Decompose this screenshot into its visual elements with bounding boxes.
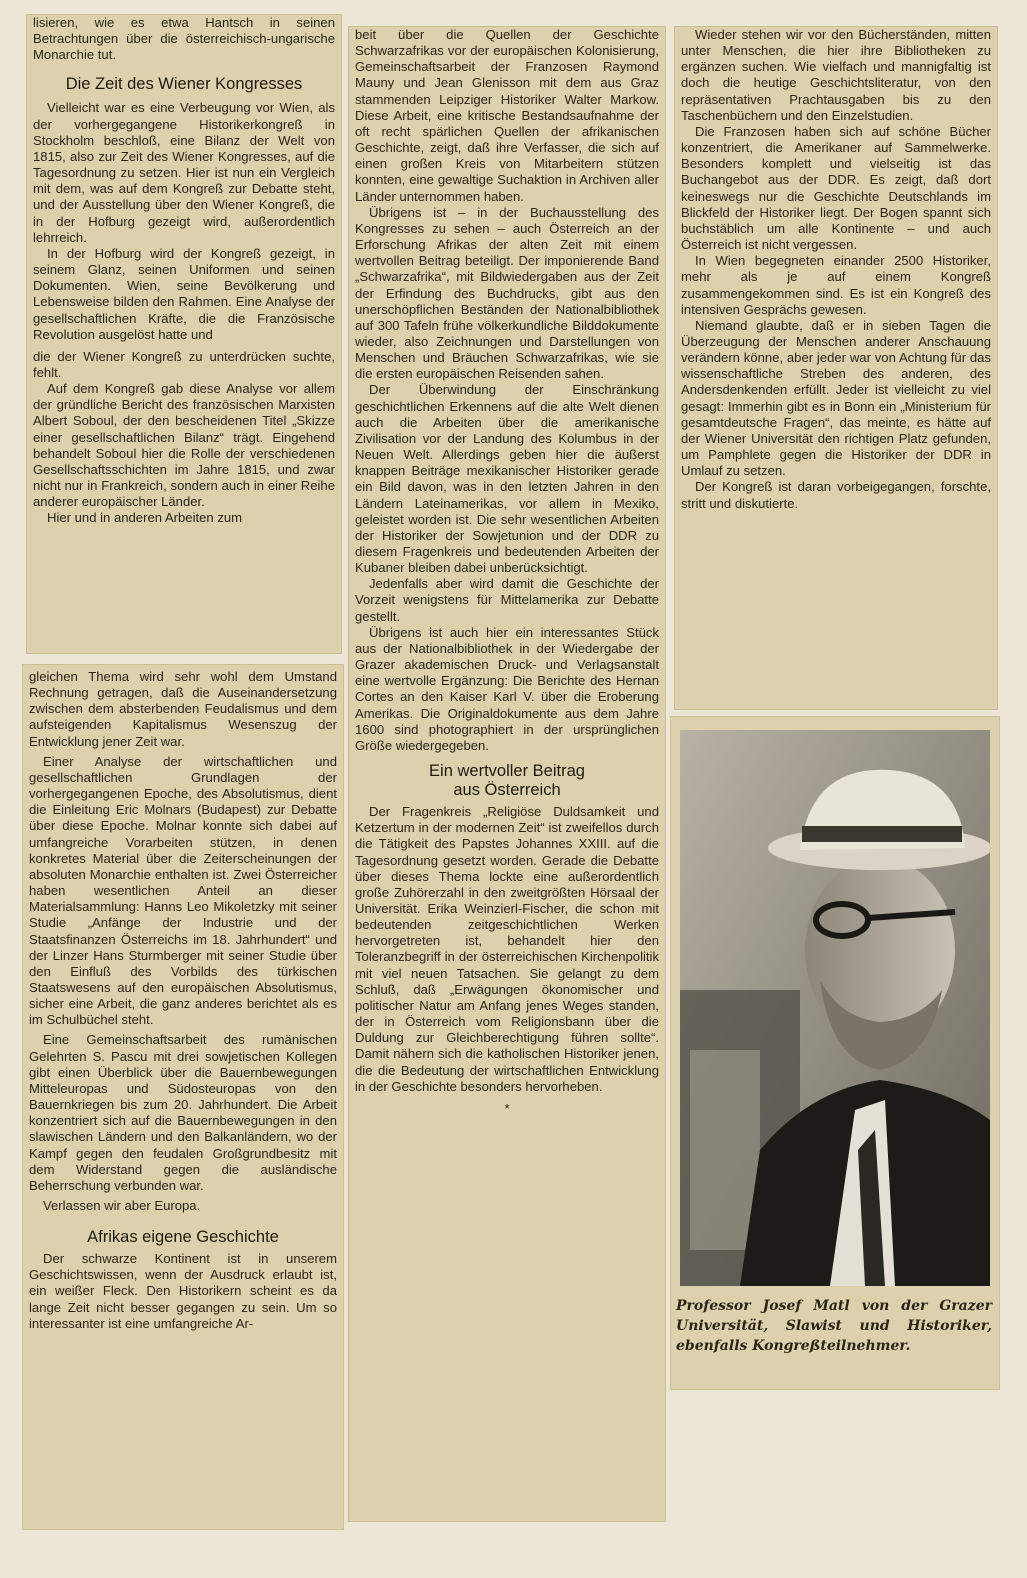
- portrait-illustration: [680, 730, 990, 1286]
- article-paragraph: Die Franzosen haben sich auf schöne Bücher konzentriert, die Amerikaner auf Sammelwerke. Besonders komplett und vielseitig ist das Buchangebot aus der DDR. Es zeigt, daß dort keineswegs nur die Geschichte Deutschlands im Blickfeld der Historiker liegt. Der Bogen spannt sich buchstäblich um alle Kontinente – und auch Österreich ist nicht vergessen.: [681, 123, 991, 253]
- article-paragraph: Der Fragenkreis „Religiöse Duldsamkeit und Ketzertum in der modernen Zeit“ ist zweifellos durch die Tätigkeit des Papstes Johannes XXIII. auf die Tagesordnung gesetzt worden. Gerade die Debatte über dieses Thema lockte eine außerordentlich große Zuhörerzahl in den zweitgrößten Hörsaal der Universität. Erika Weinzierl-Fischer, die schon mit bedeutenden zeitgeschichtlichen Werken hervorgetreten ist, behandelt hier den Toleranzbegriff in der österreichischen Kirchenpolitik mit viel neuen Tatsachen. Sie gelangt zu dem Schluß, daß „Erwägungen ökonomischer und politischer Natur am Anfang jenes Weges standen, der in Österreich vom Religionsbann über die Duldung zur Gleichberechtigung führen sollte“. Damit nähern sich die katholischen Historiker jenen, die die Bedeutung der wirtschaftlichen Entwicklung in der Geschichte besonders hervorheben.: [355, 804, 659, 1094]
- article-paragraph: lisieren, wie es etwa Hantsch in seinen Betrachtungen über die österreichisch-ungarische Monarchie tut.: [33, 15, 335, 63]
- article-paragraph: In Wien begegneten einander 2500 Historiker, mehr als je auf einem Kongreß zusammengekommen sind. Es ist ein Kongreß des intensiven Gesprächs gewesen.: [681, 253, 991, 317]
- article-paragraph: Der Überwindung der Einschränkung geschichtlichen Erkennens auf die alte Welt dienen auch die Arbeiten über die amerikanische Zivilisation vor der Landung des Kolumbus in der Neuen Welt. Allerdings geben hier die äußerst knappen Beiträge mexikanischer Historiker gerade ein Bild davon, was in den letzten Jahren in den Ländern Lateinamerikas, vor allem in Mexiko, geleistet worden ist. Die sehr wesentlichen Arbeiten der Historiker der Sowjetunion und der DDR zu diesem Fragenkreis und bedeutenden Arbeiten der Kubaner bleiben dabei unberücksichtigt.: [355, 382, 659, 576]
- article-paragraph: Auf dem Kongreß gab diese Analyse vor allem der gründliche Bericht des französischen Marxisten Albert Soboul, der den bescheidenen Titel „Skizze einer gesellschaftlichen Bilanz“ trägt. Eingehend behandelt Soboul hier die Rolle der verschiedenen Gesellschaftsschichten im Jahre 1815, und zwar nicht nur in Frankreich, sondern auch in einer Reihe anderer europäischer Länder.: [33, 381, 335, 510]
- column1-top-clipping: [26, 14, 342, 654]
- heading-line: aus Österreich: [453, 781, 561, 800]
- column1-bottom-clipping: [22, 664, 344, 1530]
- column2-clipping: [348, 26, 666, 1522]
- article-paragraph: Hier und in anderen Arbeiten zum: [47, 510, 243, 526]
- section-heading-oesterreich: [355, 762, 659, 800]
- article-paragraph: Der Kongreß ist daran vorbeigegangen, forschte, stritt und diskutierte.: [681, 479, 991, 511]
- article-paragraph: Der schwarze Kontinent ist in unserem Geschichtswissen, wenn der Ausdruck erlaubt ist, ein weißer Fleck. Den Historikern scheint es da lange Zeit nicht besser gegangen zu sein. Um so interessanter ist eine umfangreiche Ar-: [29, 1251, 337, 1331]
- article-paragraph: Verlassen wir aber Europa.: [43, 1198, 201, 1213]
- photo-caption: Professor Josef Matl von der Grazer Universität, Slawist und Historiker, ebenfalls Kongreßteilnehmer.: [676, 1298, 992, 1354]
- article-paragraph: In der Hofburg wird der Kongreß gezeigt, in seinem Glanz, seinen Uniformen und seinen Dokumenten. Wien, seine Bevölkerung und Lebensweise bilden den Rahmen. Eine Analyse der gesellschaftlichen Kräfte, die die Französische Revolution ausgelöst hatte und: [33, 245, 335, 342]
- heading-line: Ein wertvoller Beitrag: [429, 762, 585, 781]
- article-paragraph: Jedenfalls aber wird damit die Geschichte der Vorzeit wenigstens für Mittelamerika zur Debatte gestellt.: [355, 576, 659, 624]
- article-paragraph: Übrigens ist – in der Buchausstellung des Kongresses zu sehen – auch Österreich an der Erforschung Afrikas der alten Zeit mit einem wertvollen Beitrag beteiligt. Der imponierende Band „Schwarzafrika“, mit Bildwiedergaben aus der Zeit der Erfindung des Buchdrucks, gibt aus den unerschöpflichen Beständen der Nationalbibliothek auf 300 Tafeln frühe völkerkundliche Bilddokumente wieder, also Zeichnungen und Darstellungen von Menschen und Bräuchen Schwarzafrikas, wie sie die ersten europäischen Reisenden sahen.: [355, 204, 659, 382]
- portrait-photo: [680, 730, 990, 1286]
- article-paragraph: Vielleicht war es eine Verbeugung vor Wien, als der vorhergegangene Historikerkongreß in Stockholm beschloß, eine Bilanz der Welt von 1815, also zur Zeit des Wiener Kongresses, auf die Tagesordnung zu setzen. Hier ist nun ein Vergleich mit dem, was auf dem Kongreß zur Debatte steht, und der Ausstellung über den Wiener Kongreß, die in der Hofburg gezeigt wird, außerordentlich lehrreich.: [33, 100, 335, 245]
- section-heading-afrika: Afrikas eigene Geschichte: [87, 1228, 279, 1247]
- article-paragraph: Niemand glaubte, daß er in sieben Tagen die Überzeugung der Menschen anderer Anschauung verändern könne, aber jeder war von Achtung für das wissenschaftliche Streben des anderen, des Andersdenkenden erfüllt. Jeder ist vielleicht zu viel gesagt: Immerhin gibt es in Bonn ein „Ministerium für gesamtdeutsche Fragen“, das meinte, es hätte auf der Wiener Universität den richtigen Platz gefunden, um Pamphlete gegen die Historiker der DDR in Umlauf zu setzen.: [681, 317, 991, 479]
- end-asterisk: *: [504, 1100, 510, 1116]
- article-paragraph: Eine Gemeinschaftsarbeit des rumänischen Gelehrten S. Pascu mit drei sowjetischen Kollegen gibt einen Überblick über die Bauernbewegungen Mitteleuropas und Südosteuropas von den Bauernkriegen bis zum 20. Jahrhundert. Die Arbeit konzentriert sich auf die Bauernbewegungen in den slawischen Ländern und den Balkanländern, wo der Kampf gegen den feudalen Großgrundbesitz mit dem Widerstand gegen die ausländische Beherrschung verbunden war.: [29, 1032, 337, 1193]
- column3-clipping: [674, 26, 998, 710]
- article-paragraph: Übrigens ist auch hier ein interessantes Stück aus der Nationalbibliothek in der Wiedergabe der Grazer akademischen Druck- und Verlagsanstalt eine wertvolle Ergänzung: Die Berichte des Hernan Cortes an den Kaiser Karl V. über die Eroberung Amerikas. Die Originaldokumente aus dem Jahre 1600 sind photographiert in der ursprünglichen Größe wiedergegeben.: [355, 624, 659, 753]
- article-paragraph: gleichen Thema wird sehr wohl dem Umstand Rechnung getragen, daß die Auseinandersetzung zwischen dem absterbenden Feudalismus und dem aufsteigenden Kapitalismus Wesenszug der Entwicklung jener Zeit war.: [29, 669, 337, 749]
- article-paragraph: Wieder stehen wir vor den Bücherständen, mitten unter Menschen, die hier ihre Bibliotheken zu ergänzen suchen. Wie vielfach und mannigfaltig ist doch die heutige Geschichtsliteratur, von den repräsentativen Prachtausgaben bis zu den Taschenbüchern und den Einzelstudien.: [681, 27, 991, 123]
- article-paragraph: Einer Analyse der wirtschaftlichen und gesellschaftlichen Grundlagen der vorhergegangenen Epoche, des Absolutismus, dient die Einleitung Eric Molnars (Budapest) zur Debatte über diese Epoche. Molnar konnte sich dabei auf umfangreiche Vorarbeiten stützen, in denen konkretes Material über die Zeiterscheinungen der absoluten Monarchie enthalten ist. Zwei Österreicher haben wesentlichen Anteil an dieser Materialsammlung: Hanns Leo Mikoletzky mit seiner Studie „Anfänge der Industrie und der Staatsfinanzen Österreichs im 18. Jahrhundert“ und der Linzer Hans Sturmberger mit seiner Studie über den Einfluß des Vorbilds des türkischen Staatswesens auf den europäischen Absolutismus, sicher eine Arbeit, die ganz anderes berichtet als es im Schulbüchel steht.: [29, 753, 337, 1028]
- article-paragraph: die der Wiener Kongreß zu unterdrücken suchte, fehlt.: [33, 348, 335, 380]
- article-paragraph: beit über die Quellen der Geschichte Schwarzafrikas vor der europäischen Kolonisierung, Gemeinschaftsarbeit der Franzosen Raymond Mauny und Jean Glenisson mit dem aus Graz stammenden Leipziger Historiker Walter Markow. Diese Arbeit, eine kritische Bestandsaufnahme der oft recht spärlichen Quellen der afrikanischen Geschichte, zeigt, daß ihre Verfasser, die sich auf einen großen Kreis von Mitarbeitern stützen konnten, eine gewaltige Suchaktion in Archiven aller Länder unternommen haben.: [355, 27, 659, 204]
- section-heading-wiener-kongress: Die Zeit des Wiener Kongresses: [65, 75, 303, 94]
